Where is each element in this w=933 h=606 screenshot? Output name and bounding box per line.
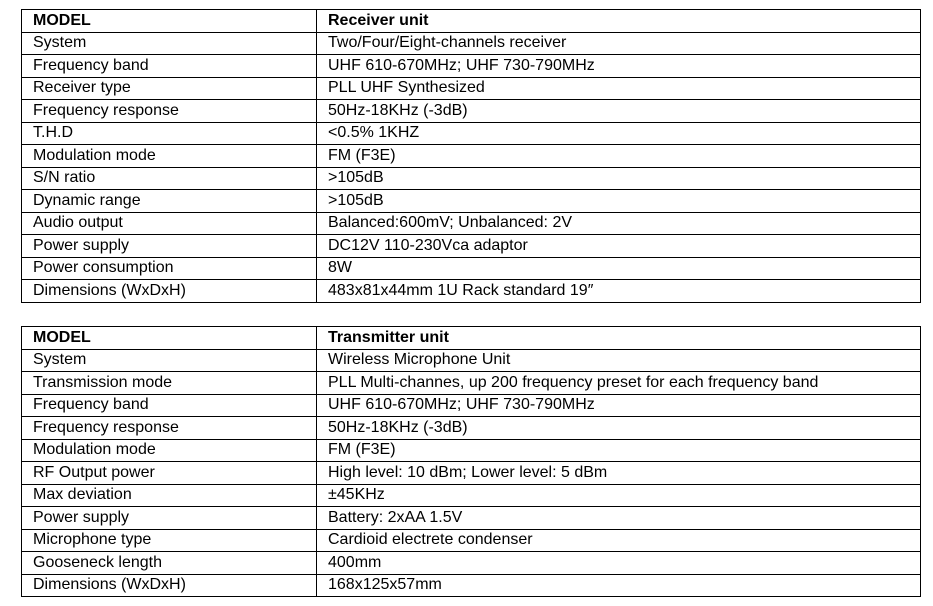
table-row <box>22 349 921 372</box>
table-row <box>22 190 921 213</box>
table-row <box>22 77 921 100</box>
header-model-cell: MODEL <box>22 10 317 33</box>
value-cell: ±45KHz <box>317 484 921 507</box>
table-row <box>22 552 921 575</box>
header-unit-cell: Receiver unit <box>317 10 921 33</box>
param-cell: Gooseneck length <box>22 552 317 575</box>
receiver-spec-table <box>21 9 921 303</box>
param-cell: Frequency response <box>22 100 317 123</box>
header-unit-cell: Transmitter unit <box>317 327 921 350</box>
table-row <box>22 122 921 145</box>
value-cell: FM (F3E) <box>317 439 921 462</box>
value-cell: Cardioid electrete condenser <box>317 529 921 552</box>
table-header-row <box>22 327 921 350</box>
param-cell: RF Output power <box>22 462 317 485</box>
transmitter-spec-table <box>21 326 921 597</box>
table-row <box>22 574 921 597</box>
value-cell: Battery: 2xAA 1.5V <box>317 507 921 530</box>
param-cell: System <box>22 349 317 372</box>
table-row <box>22 55 921 78</box>
param-cell: T.H.D <box>22 122 317 145</box>
table-row <box>22 257 921 280</box>
param-cell: Modulation mode <box>22 145 317 168</box>
param-cell: S/N ratio <box>22 167 317 190</box>
value-cell: >105dB <box>317 167 921 190</box>
value-cell: Wireless Microphone Unit <box>317 349 921 372</box>
table-row <box>22 212 921 235</box>
value-cell: 168x125x57mm <box>317 574 921 597</box>
value-cell: DC12V 110-230Vca adaptor <box>317 235 921 258</box>
value-cell: <0.5% 1KHZ <box>317 122 921 145</box>
param-cell: Audio output <box>22 212 317 235</box>
param-cell: Microphone type <box>22 529 317 552</box>
value-cell: >105dB <box>317 190 921 213</box>
param-cell: Power supply <box>22 507 317 530</box>
value-cell: Balanced:600mV; Unbalanced: 2V <box>317 212 921 235</box>
param-cell: Frequency band <box>22 55 317 78</box>
table-row <box>22 235 921 258</box>
param-cell: Receiver type <box>22 77 317 100</box>
param-cell: Frequency band <box>22 394 317 417</box>
header-model-cell: MODEL <box>22 327 317 350</box>
value-cell: 483x81x44mm 1U Rack standard 19″ <box>317 280 921 303</box>
table-row <box>22 372 921 395</box>
table-row <box>22 145 921 168</box>
value-cell: FM (F3E) <box>317 145 921 168</box>
table-row <box>22 167 921 190</box>
table-row <box>22 417 921 440</box>
value-cell: UHF 610-670MHz; UHF 730-790MHz <box>317 55 921 78</box>
param-cell: Max deviation <box>22 484 317 507</box>
value-cell: UHF 610-670MHz; UHF 730-790MHz <box>317 394 921 417</box>
param-cell: System <box>22 32 317 55</box>
value-cell: PLL UHF Synthesized <box>317 77 921 100</box>
param-cell: Dimensions (WxDxH) <box>22 574 317 597</box>
table-row <box>22 484 921 507</box>
table-header-row <box>22 10 921 33</box>
param-cell: Dynamic range <box>22 190 317 213</box>
param-cell: Modulation mode <box>22 439 317 462</box>
value-cell: 50Hz-18KHz (-3dB) <box>317 417 921 440</box>
value-cell: 8W <box>317 257 921 280</box>
table-row <box>22 507 921 530</box>
table-row <box>22 280 921 303</box>
value-cell: Two/Four/Eight-channels receiver <box>317 32 921 55</box>
table-row <box>22 32 921 55</box>
table-row <box>22 439 921 462</box>
table-row <box>22 529 921 552</box>
table-row <box>22 100 921 123</box>
param-cell: Transmission mode <box>22 372 317 395</box>
value-cell: 400mm <box>317 552 921 575</box>
param-cell: Frequency response <box>22 417 317 440</box>
param-cell: Power consumption <box>22 257 317 280</box>
table-row <box>22 462 921 485</box>
value-cell: High level: 10 dBm; Lower level: 5 dBm <box>317 462 921 485</box>
param-cell: Power supply <box>22 235 317 258</box>
value-cell: 50Hz-18KHz (-3dB) <box>317 100 921 123</box>
value-cell: PLL Multi-channes, up 200 frequency preset for each frequency band <box>317 372 921 395</box>
param-cell: Dimensions (WxDxH) <box>22 280 317 303</box>
table-row <box>22 394 921 417</box>
